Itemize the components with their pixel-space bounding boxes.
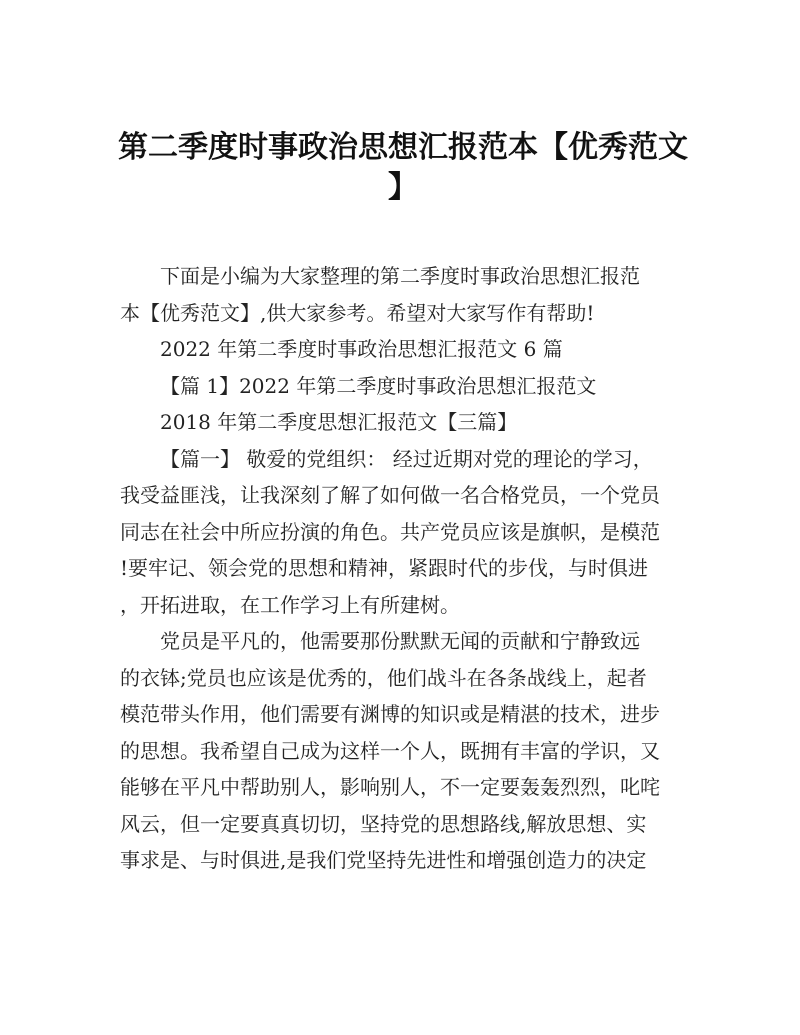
body-line: 我受益匪浅，让我深刻了解了如何做一名合格党员，一个党员 <box>120 483 660 507</box>
body-line: 同志在社会中所应扮演的角色。共产党员应该是旗帜，是模范 <box>120 519 660 544</box>
body-line: 党员是平凡的，他需要那份默默无闻的贡献和宁静致远 <box>160 629 640 653</box>
body-line: 事求是、与时俱进,是我们党坚持先进性和增强创造力的决定 <box>120 848 647 872</box>
body-line: ，开拓进取，在工作学习上有所建树。 <box>120 592 460 617</box>
body-line: 本【优秀范文】,供大家参考。希望对大家写作有帮助! <box>120 300 595 325</box>
body-line: 模范带头作用，他们需要有渊博的知识或是精湛的技术，进步 <box>120 702 660 726</box>
body-line: 的衣钵;党员也应该是优秀的，他们战斗在各条战线上，起者 <box>120 665 647 690</box>
title-line-2: 】 <box>388 170 418 205</box>
body-line: !要牢记、领会党的思想和精神，紧跟时代的步伐，与时俱进 <box>120 556 649 580</box>
document-body <box>120 258 668 879</box>
body-line: 2018 年第二季度思想汇报范文【三篇】 <box>160 410 518 434</box>
title-line-1: 第二季度时事政治思想汇报范本【优秀范文 <box>118 130 688 165</box>
body-line: 下面是小编为大家整理的第二季度时事政治思想汇报范 <box>160 264 640 288</box>
body-line: 【篇一】 敬爱的党组织： 经过近期对党的理论的学习， <box>160 446 653 471</box>
body-line: 2022 年第二季度时事政治思想汇报范文 6 篇 <box>160 337 563 361</box>
body-line: 的思想。我希望自己成为这样一个人，既拥有丰富的学识，又 <box>120 738 660 763</box>
body-line: 【篇 1】2022 年第二季度时事政治思想汇报范文 <box>160 373 597 398</box>
document-title <box>118 128 688 208</box>
body-line: 风云，但一定要真真切切，坚持党的思想路线,解放思想、实 <box>120 811 647 836</box>
body-line: 能够在平凡中帮助别人，影响别人，不一定要轰轰烈烈，叱咤 <box>120 775 660 799</box>
